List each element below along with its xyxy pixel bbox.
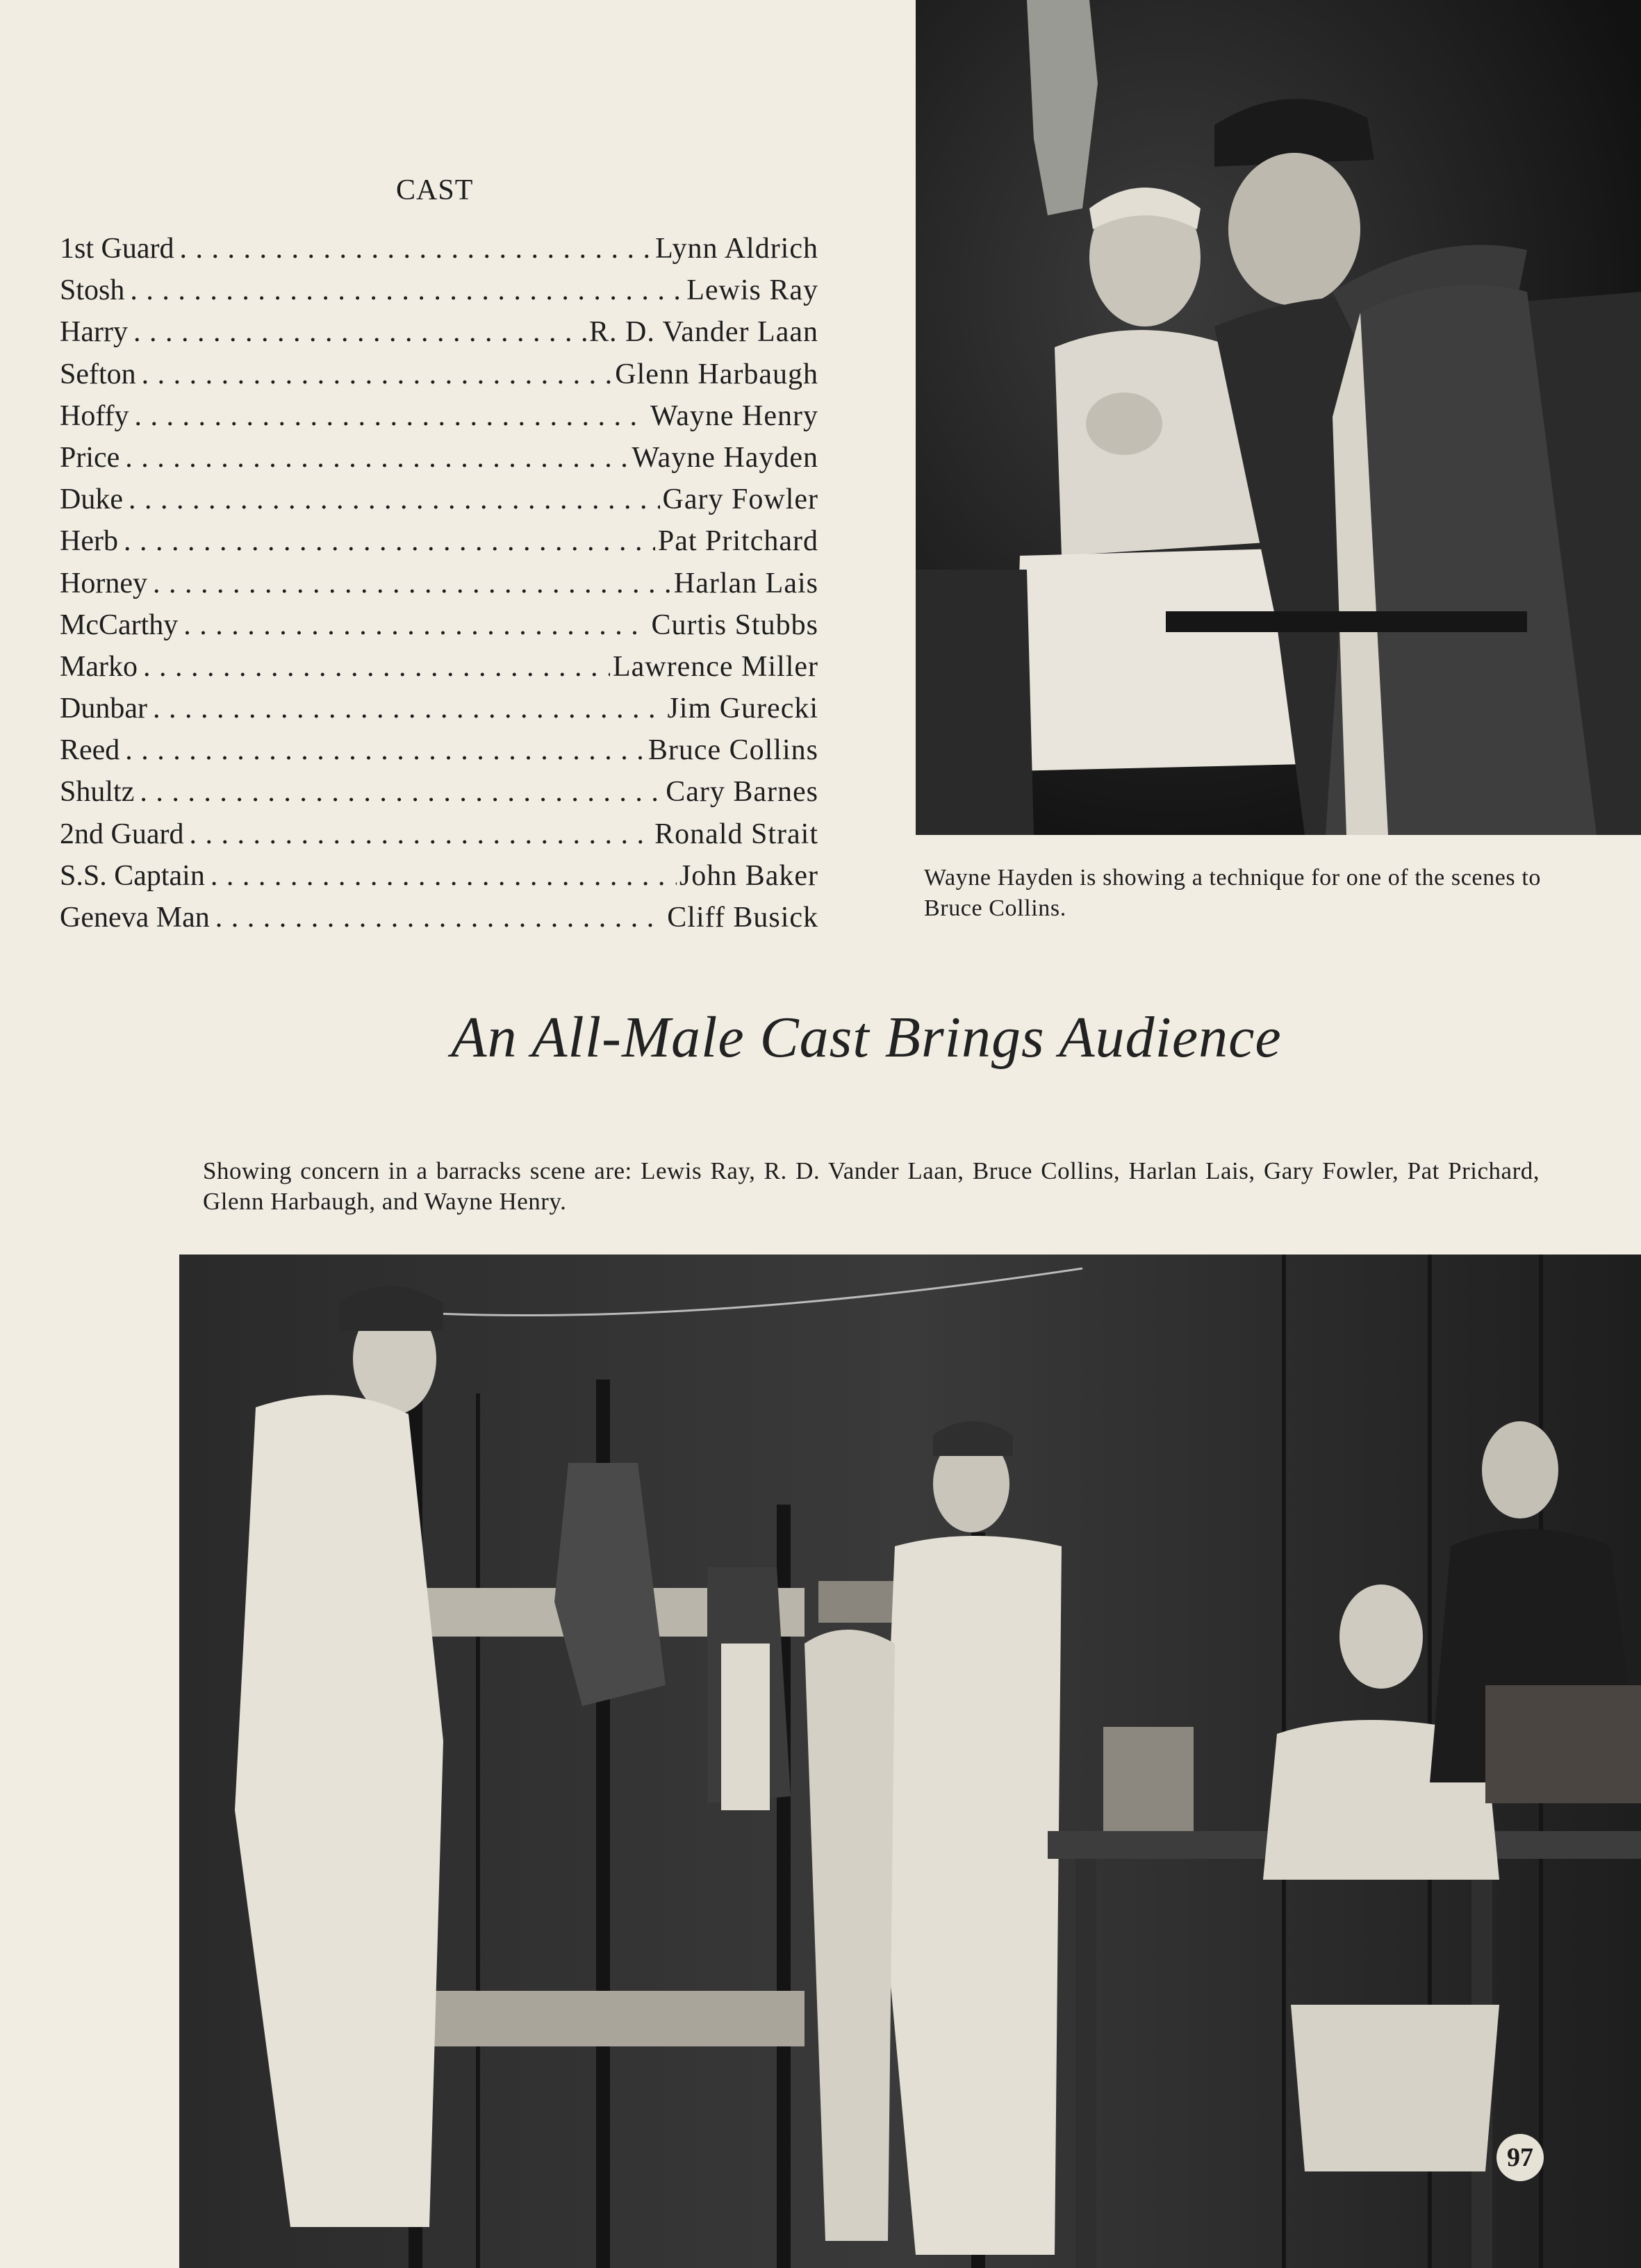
cast-row — [60, 688, 818, 729]
dot-leader — [142, 354, 613, 395]
cast-row — [60, 604, 818, 646]
page-number: 97 — [1496, 2134, 1544, 2181]
dot-leader — [143, 646, 610, 688]
cast-role: Geneva Man — [60, 902, 210, 934]
cast-role: Horney — [60, 567, 147, 599]
cast-role: Marko — [60, 650, 138, 683]
cast-row — [60, 771, 818, 813]
dot-leader — [153, 688, 665, 729]
cast-actor: Cary Barnes — [666, 776, 818, 809]
cast-actor: Lynn Aldrich — [655, 233, 818, 265]
cast-actor: Bruce Collins — [648, 734, 818, 767]
cast-actor: Curtis Stubbs — [651, 609, 818, 641]
cast-role: 2nd Guard — [60, 818, 184, 850]
dot-leader — [125, 437, 629, 479]
cast-role: Stosh — [60, 274, 125, 307]
cast-actor: Harlan Lais — [673, 567, 818, 599]
cast-role: Duke — [60, 483, 123, 516]
cast-row — [60, 354, 818, 395]
cast-list — [60, 228, 818, 938]
photo-barracks-illustration — [179, 1255, 1641, 2268]
cast-role: Shultz — [60, 776, 135, 809]
cast-role: Price — [60, 441, 120, 474]
photo-rehearsal-caption: Wayne Hayden is showing a technique for one of the scenes to Bruce Collins. — [924, 865, 1541, 921]
cast-heading: CAST — [396, 174, 474, 206]
dot-leader — [183, 604, 648, 646]
photo-rehearsal — [916, 0, 1641, 835]
cast-role: Dunbar — [60, 693, 147, 725]
cast-role: Sefton — [60, 358, 136, 390]
cast-actor: Gary Fowler — [662, 483, 818, 516]
cast-role: 1st Guard — [60, 233, 174, 265]
cast-row — [60, 228, 818, 270]
cast-row — [60, 646, 818, 688]
dot-leader — [179, 228, 652, 270]
cast-row — [60, 395, 818, 437]
cast-row — [60, 270, 818, 311]
dot-leader — [153, 563, 671, 604]
dot-leader — [124, 520, 655, 562]
cast-row — [60, 855, 818, 897]
headline-text: An All-Male Cast Brings Audience — [451, 1005, 1282, 1070]
cast-row — [60, 437, 818, 479]
cast-role: Hoffy — [60, 399, 129, 432]
dot-leader — [140, 771, 663, 813]
cast-actor: R. D. Vander Laan — [589, 316, 818, 349]
cast-actor: Pat Pritchard — [657, 525, 818, 558]
dot-leader — [129, 479, 660, 520]
cast-row — [60, 729, 818, 771]
dot-leader — [211, 855, 677, 897]
cast-actor: Wayne Hayden — [632, 441, 818, 474]
headline — [0, 1004, 1641, 1071]
cast-actor: Wayne Henry — [650, 399, 818, 432]
cast-row — [60, 311, 818, 353]
photo-rehearsal-illustration — [916, 0, 1641, 835]
cast-role: Reed — [60, 734, 120, 767]
cast-actor: Ronald Strait — [654, 818, 818, 850]
dot-leader — [130, 270, 684, 311]
cast-actor: Jim Gurecki — [667, 693, 818, 725]
cast-actor: John Baker — [679, 859, 818, 892]
cast-actor: Lewis Ray — [686, 274, 818, 307]
cast-actor: Cliff Busick — [667, 902, 818, 934]
cast-actor: Lawrence Miller — [612, 650, 818, 683]
photo-barracks-scene — [179, 1255, 1641, 2268]
cast-role: McCarthy — [60, 609, 179, 641]
cast-row — [60, 897, 818, 938]
cast-role: S.S. Captain — [60, 859, 205, 892]
cast-row — [60, 520, 818, 562]
dot-leader — [215, 897, 665, 938]
cast-row — [60, 813, 818, 855]
dot-leader — [135, 395, 648, 437]
photo-barracks-caption: Showing concern in a barracks scene are: Lewis Ray, R. D. Vander Laan, Bruce Collins, Harlan Lais, Gary Fowler, Pat Prichard, Glenn Harbaugh, and Wayne Henry. — [203, 1157, 1540, 1215]
cast-role: Harry — [60, 316, 128, 349]
dot-leader — [133, 311, 586, 353]
dot-leader — [125, 729, 645, 771]
dot-leader — [189, 813, 652, 855]
cast-actor: Glenn Harbaugh — [615, 358, 818, 390]
cast-row — [60, 563, 818, 604]
cast-row — [60, 479, 818, 520]
cast-role: Herb — [60, 525, 118, 558]
